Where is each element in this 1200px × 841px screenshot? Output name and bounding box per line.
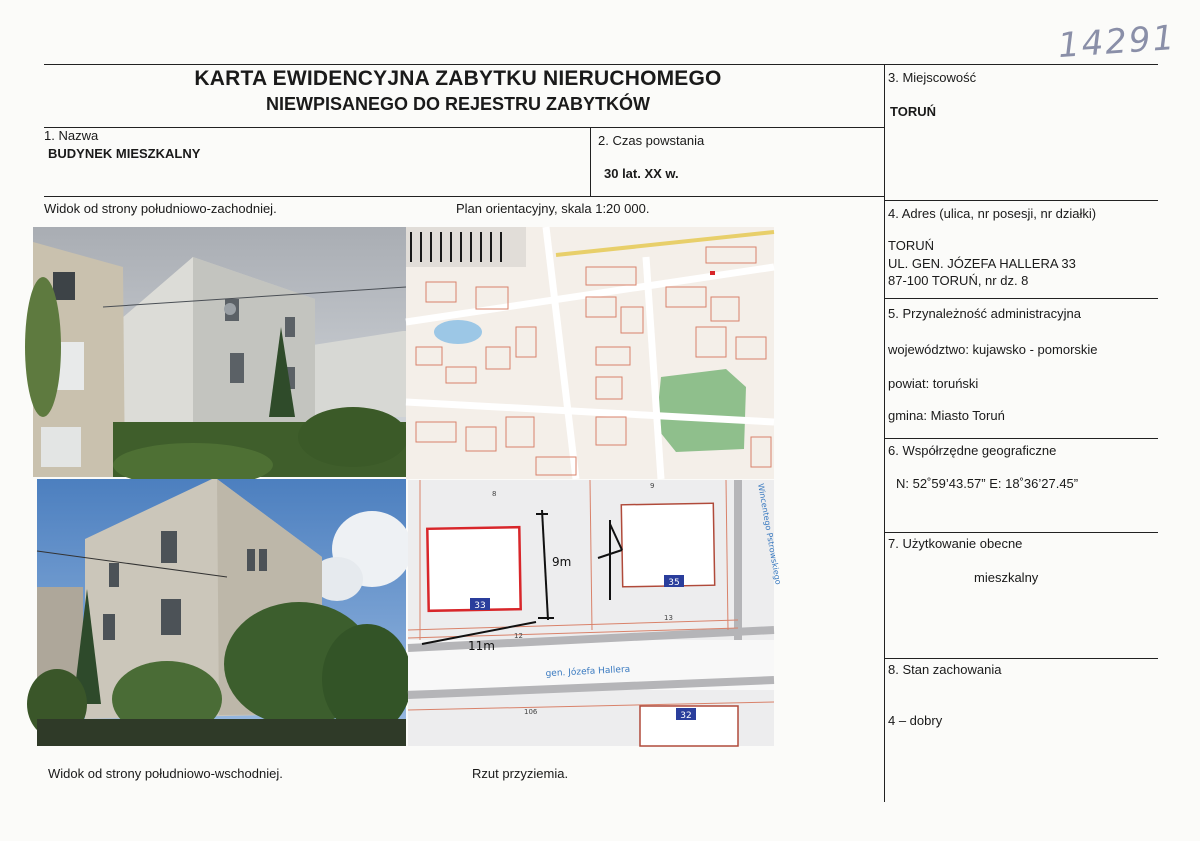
photo-southeast-view [37, 479, 406, 746]
stan-value: 4 – dobry [888, 713, 943, 728]
rule-przynaleznosc [884, 298, 1158, 299]
rule-uzytkowanie [884, 532, 1158, 533]
handwritten-inventory-number: 14291 [1056, 17, 1178, 67]
photo-southwest-view [33, 227, 406, 477]
nazwa-value: BUDYNEK MIESZKALNY [48, 146, 201, 161]
adres-line3: 87-100 TORUŃ, nr dz. 8 [888, 273, 1029, 288]
caption-view-se: Widok od strony południowo-wschodniej. [48, 766, 283, 781]
uzytkowanie-label: 7. Użytkowanie obecne [888, 536, 1023, 551]
lot-number-13: 13 [664, 614, 673, 622]
adres-line1: TORUŃ [888, 238, 934, 253]
adres-label: 4. Adres (ulica, nr posesji, nr działki) [888, 206, 1097, 221]
lot-number-12: 12 [514, 632, 523, 640]
street-name-hallera: gen. Józefa Hallera [545, 664, 631, 680]
orientation-map [406, 227, 774, 479]
document-subtitle: NIEWPISANEGO DO REJESTRU ZABYTKÓW [265, 94, 651, 114]
gmina-value: gmina: Miasto Toruń [888, 408, 1005, 423]
lot-number-8: 8 [492, 490, 497, 498]
rule-stan [884, 658, 1158, 659]
powiat-value: powiat: toruński [888, 376, 979, 391]
wojewodztwo-value: województwo: kujawsko - pomorskie [888, 342, 1098, 357]
top-rule [44, 64, 1158, 65]
house-number-35: 35 [668, 578, 680, 588]
rule-adres [884, 200, 1158, 201]
dimension-11m: 11m [468, 639, 495, 653]
name-date-divider [590, 127, 591, 196]
wspolrzedne-label: 6. Współrzędne geograficzne [888, 443, 1057, 458]
wspolrzedne-value: N: 52˚59’43.57” E: 18˚36’27.45” [896, 476, 1079, 491]
nazwa-label: 1. Nazwa [44, 128, 99, 143]
caption-view-sw: Widok od strony południowo-zachodniej. [44, 201, 277, 216]
miejscowosc-value: TORUŃ [890, 104, 936, 119]
czas-label: 2. Czas powstania [598, 133, 705, 148]
document-title: KARTA EWIDENCYJNA ZABYTKU NIERUCHOMEGO [194, 67, 722, 90]
lot-number-9: 9 [650, 482, 655, 490]
miejscowosc-label: 3. Miejscowość [888, 70, 977, 85]
lot-number-106: 106 [524, 708, 538, 716]
header-bottom-rule [44, 196, 884, 197]
uzytkowanie-value: mieszkalny [974, 570, 1039, 585]
cadastral-plan [408, 480, 783, 746]
right-column-divider [884, 64, 885, 802]
czas-value: 30 lat. XX w. [604, 166, 679, 181]
street-name-pstrowskiego: Wincentego Pstrowskiego [756, 482, 783, 586]
przynaleznosc-label: 5. Przynależność administracyjna [888, 306, 1081, 321]
dimension-9m: 9m [552, 555, 572, 569]
adres-line2: UL. GEN. JÓZEFA HALLERA 33 [888, 256, 1076, 271]
house-number-32: 32 [680, 711, 692, 721]
caption-plan: Plan orientacyjny, skala 1:20 000. [456, 201, 650, 216]
stan-label: 8. Stan zachowania [888, 662, 1002, 677]
caption-floor: Rzut przyziemia. [472, 766, 569, 781]
title-rule [44, 127, 884, 128]
rule-wspolrzedne [884, 438, 1158, 439]
house-number-33: 33 [474, 601, 486, 611]
